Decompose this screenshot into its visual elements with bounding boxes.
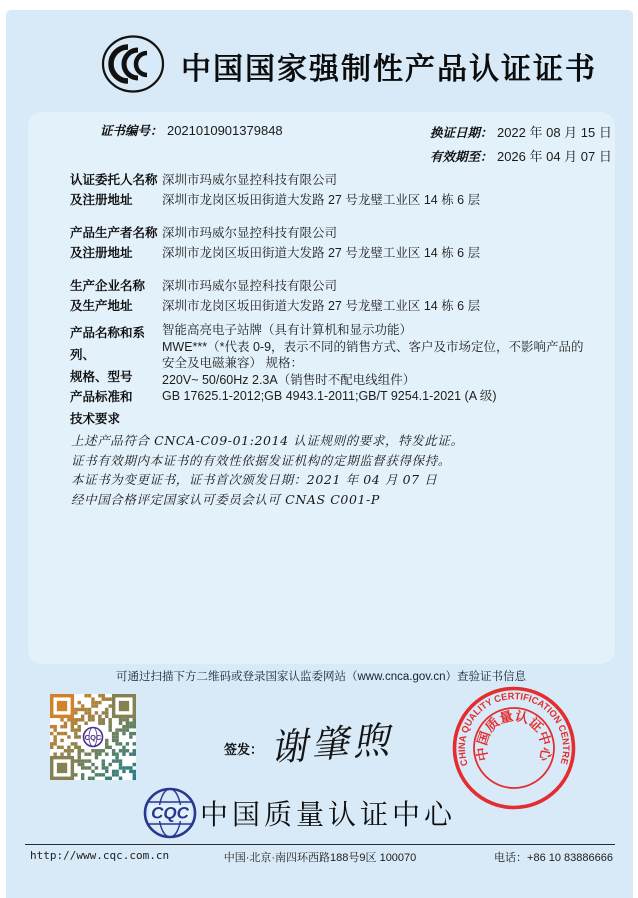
applicant-address: 深圳市龙岗区坂田街道大发路 27 号龙璧工业区 14 栋 6 层: [162, 193, 481, 207]
expiry-date-label: 有效期至：: [430, 150, 493, 164]
applicant-name: 深圳市玛威尔显控科技有限公司: [162, 173, 338, 187]
factory-name: 深圳市玛威尔显控科技有限公司: [162, 279, 338, 293]
statement-line: 本证书为变更证书，证书首次颁发日期：2021 年 04 月 07 日: [71, 472, 438, 488]
cqc-logo-icon: [143, 787, 197, 839]
certificate-number-value: 2021010901379848: [166, 123, 283, 138]
producer-label-line1: 产品生产者名称: [70, 226, 158, 240]
issuer-name: 中国质量认证中心: [200, 799, 457, 830]
footer-website: http://www.cqc.com.cn: [30, 849, 170, 862]
certificate-statements: [71, 431, 571, 510]
statement-line: 上述产品符合 CNCA-C09-01:2014 认证规则的要求，特发此证。: [71, 433, 464, 448]
certificate-number-label: 证书编号：: [100, 124, 163, 138]
applicant-label-line2: 及注册地址: [70, 193, 133, 207]
footer-phone: 电话：+86 10 83886666: [494, 852, 613, 864]
product-label-line1: 产品名称和系列、: [70, 326, 146, 362]
qr-verification-note: 可通过扫描下方二维码或登录国家认监委网站（www.cnca.gov.cn）查验证书信息: [116, 671, 526, 683]
certificate-dates: [430, 121, 612, 169]
expiry-date-value: 2026 年 04 月 07 日: [496, 149, 612, 164]
page-title: 中国国家强制性产品认证证书: [181, 53, 597, 86]
standards-value: GB 17625.1-2012;GB 4943.1-2011;GB/T 9254.1-2021 (A 级): [162, 389, 497, 403]
applicant-label-line1: 认证委托人名称: [70, 173, 158, 187]
section-factory: [70, 276, 590, 316]
section-applicant: [70, 170, 590, 210]
standards-label-line1: 产品标准和: [70, 390, 133, 404]
section-standards: [70, 386, 590, 430]
svg-text:CQC: CQC: [84, 732, 102, 742]
product-name: 智能高亮电子站牌（具有计算机和显示功能）: [162, 323, 413, 337]
issuer-seal-stamp: [451, 685, 577, 811]
factory-label-line2: 及生产地址: [70, 299, 133, 313]
producer-name: 深圳市玛威尔显控科技有限公司: [162, 226, 338, 240]
statement-line: 证书有效期内本证书的有效性依据发证机构的定期监督获得保持。: [71, 452, 451, 468]
section-producer: [70, 223, 590, 263]
seal-text-chinese: 中国质量认证中心: [474, 708, 555, 763]
product-label-line2: 规格、型号: [70, 370, 133, 384]
factory-address: 深圳市龙岗区坂田街道大发路 27 号龙璧工业区 14 栋 6 层: [162, 299, 481, 313]
signature-name: 谢肇煦: [268, 718, 395, 770]
producer-label-line2: 及注册地址: [70, 246, 133, 260]
cqc-logo-text: CQC: [151, 803, 189, 823]
certificate-number-row: [100, 121, 283, 140]
qr-code: [50, 694, 136, 780]
ccc-mark-icon: [100, 34, 166, 94]
factory-label-line1: 生产企业名称: [70, 279, 146, 293]
statement-line: 经中国合格评定国家认可委员会认可 CNAS C001-P: [71, 492, 380, 508]
svg-text:中国质量认证中心: [474, 708, 554, 763]
signature-label: 签发：: [224, 742, 264, 757]
renew-date-value: 2022 年 08 月 15 日: [496, 125, 612, 140]
product-spec: 220V~ 50/60Hz 2.3A（销售时不配电线组件）: [162, 372, 416, 387]
producer-address: 深圳市龙岗区坂田街道大发路 27 号龙璧工业区 14 栋 6 层: [162, 246, 481, 260]
footer-address: 中国·北京·南四环西路188号9区 100070: [223, 852, 417, 864]
footer-divider: [25, 844, 615, 845]
standards-label-line2: 技术要求: [70, 412, 121, 426]
section-product: [70, 322, 590, 388]
product-model: MWE***（*代表 0-9，表示不同的销售方式、客户及市场定位，不影响产品的安全及电磁兼容） 规格：: [162, 339, 584, 370]
seal-text-english: CHINA QUALITY CERTIFICATION CENTRE: [456, 691, 572, 768]
renew-date-label: 换证日期：: [430, 126, 493, 140]
